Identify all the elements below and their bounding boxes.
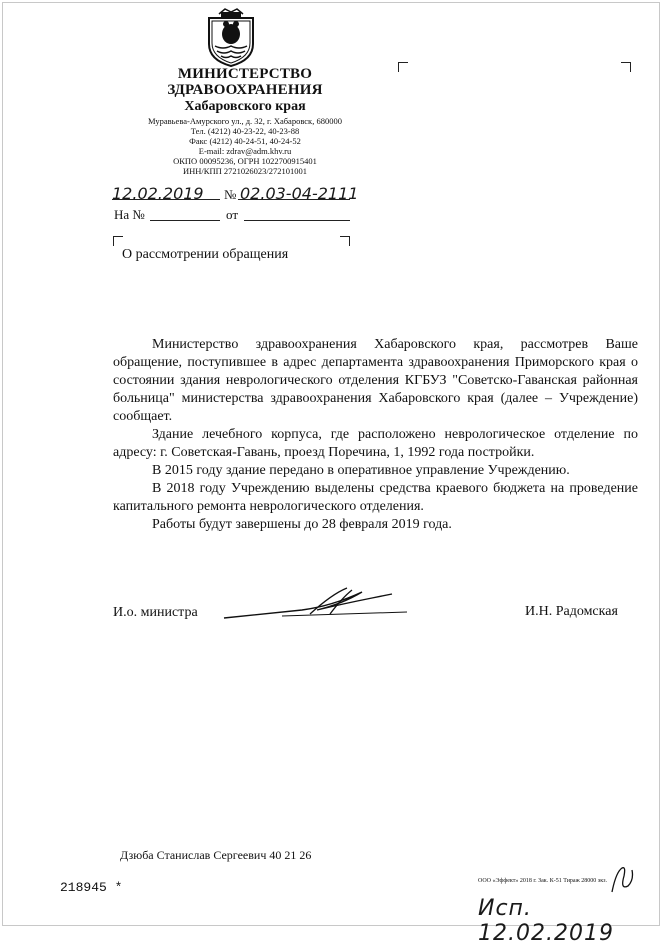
body-paragraph: Министерство здравоохранения Хабаровского края, рассмотрев Ваше обращение, поступившее в адрес департамента здравоохранения Приморского края о состоянии здания неврологического отделения КГБУЗ "Советско-Гаванская районная больница" министерства здравоохранения Хабаровского края (далее – Учреждение) сообщает. [113, 337, 638, 424]
body-paragraph: В 2018 году Учреждению выделены средства краевого бюджета на проведение капитального ремонта неврологического отделения. [113, 481, 638, 514]
number-underline [238, 199, 350, 200]
ministry-title-line1: МИНИСТЕРСТВО [177, 66, 313, 82]
ministry-region: Хабаровского края [184, 99, 306, 114]
subject-line: О рассмотрении обращения [122, 247, 289, 262]
initials-mark [608, 862, 638, 898]
ministry-fax: Факс (4212) 40-24-51, 40-24-52 [189, 136, 301, 146]
reply-date-line [244, 220, 350, 221]
addressee-corner-right [621, 62, 631, 72]
document-number: 218945 * [60, 880, 123, 895]
ministry-inn: ИНН/КПП 2721026023/272101001 [183, 166, 307, 176]
reply-number-line [150, 220, 220, 221]
body-paragraph: В 2015 году здание передано в оперативное управление Учреждению. [152, 463, 570, 478]
ministry-email: E-mail: zdrav@adm.khv.ru [198, 146, 292, 156]
addressee-corner-left [398, 62, 408, 72]
date-underline [112, 199, 220, 200]
ministry-phone: Тел. (4212) 40-23-22, 40-23-88 [190, 126, 300, 136]
printing-note: ООО «Эффект» 2018 г. Зак. К-51 Тираж 28000 экз. [478, 878, 608, 884]
coat-of-arms-icon [205, 6, 257, 68]
number-sign: № [224, 187, 237, 202]
signatory-position: И.о. министра [113, 605, 198, 620]
subject-corner-left [113, 236, 123, 246]
body-paragraph: Работы будут завершены до 28 февраля 2019 года. [152, 517, 452, 532]
body-paragraph: Здание лечебного корпуса, где расположено неврологическое отделение по адресу: г. Советская-Гавань, проезд Поречина, 1, 1992 года постройки. [113, 427, 638, 460]
registration-number: 02.03-04-2111 [240, 184, 359, 203]
handwritten-signature [222, 584, 412, 624]
registration-date: 12.02.2019 [112, 184, 204, 203]
letter-body [113, 336, 638, 534]
ministry-title-line2: ЗДРАВООХРАНЕНИЯ [167, 82, 323, 98]
executor-info: Дзюба Станислав Сергеевич 40 21 26 [120, 848, 312, 862]
subject-corner-right [340, 236, 350, 246]
ministry-address: Муравьева-Амурского ул., д. 32, г. Хабаровск, 680000 [148, 116, 342, 126]
handwritten-executor-mark: Исп. 12.02.2019 [478, 896, 614, 946]
signatory-name: И.Н. Радомская [525, 604, 618, 619]
ministry-okpo: ОКПО 00095236, ОГРН 1022700915401 [173, 156, 317, 166]
reply-from-label: от [226, 207, 239, 222]
reply-to-label: На № [114, 207, 145, 222]
